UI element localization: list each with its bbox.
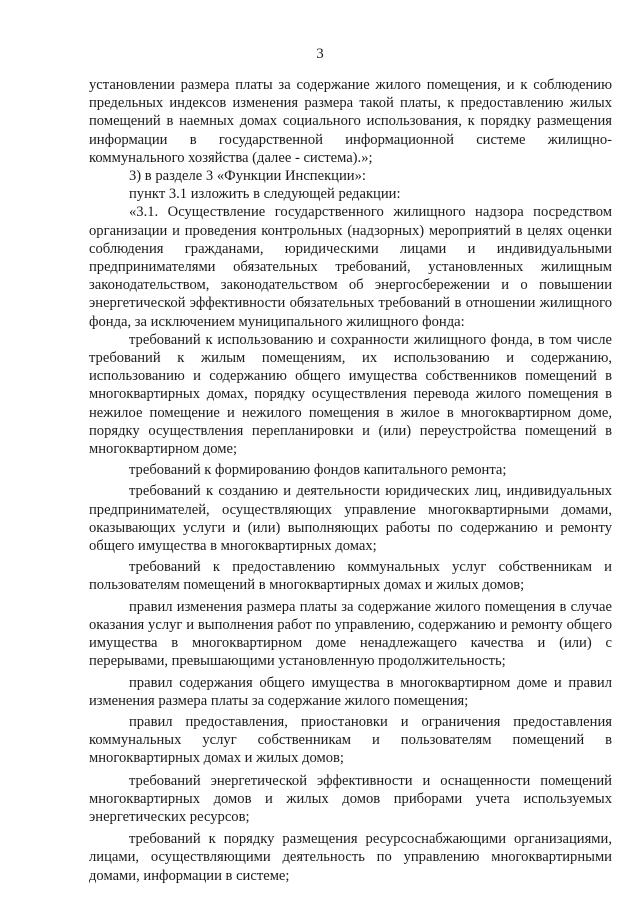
paragraph-utility-services: требований к предоставлению коммунальных услуг собственникам и пользователям помещений в многоквартирных домах и жилых домов;	[89, 559, 612, 594]
paragraph-capital-repair-funds: требований к формированию фондов капитального ремонта;	[129, 462, 507, 479]
paragraph-section-3-heading: 3) в разделе 3 «Функции Инспекции»:	[129, 168, 366, 185]
paragraph-point-3-1-text: «3.1. Осуществление государственного жилищного надзора посредством организации и проведения контрольных (надзорных) мероприятий в целях оценки соблюдения гражданами, юридическими лицами и индивидуальными предпринимателями обязательных требований, установленных жилищным законодательством, законодательством об энергосбережении и о повышении энергетической эффективности обязательных требований в отношении жилищного фонда, за исключением муниципального жилищного фонда:	[89, 204, 612, 330]
paragraph-utility-provision-rules: правил предоставления, приостановки и ограничения предоставления коммунальных услуг собственникам и пользователям помещений в многоквартирных домах и жилых домов;	[89, 713, 612, 767]
paragraph-payment-change-rules: правил изменения размера платы за содержание жилого помещения в случае оказания услуг и выполнения работ по управлению, содержанию и ремонту общего имущества в многоквартирном доме ненадлежащего качества и (или) с перерывами, превышающими установленную продолжительность;	[89, 598, 612, 670]
paragraph-point-3-1-intro: пункт 3.1 изложить в следующей редакции:	[129, 186, 401, 203]
paragraph-energy-efficiency: требований энергетической эффективности и оснащенности помещений многоквартирных домов и жилых домов приборами учета используемых энергетических ресурсов;	[89, 772, 612, 825]
document-body	[89, 76, 612, 885]
paragraph-information-placement: требований к порядку размещения ресурсоснабжающими организациями, лицами, осуществляющими деятельность по управлению многоквартирными домами, информации в системе;	[89, 831, 612, 884]
paragraph-common-property-rules: правил содержания общего имущества в многоквартирном доме и правил изменения размера платы за содержание жилого помещения;	[89, 674, 612, 709]
page-number: 3	[316, 46, 324, 62]
paragraph-housing-fund-requirements: требований к использованию и сохранности жилищного фонда, в том числе требований к жилым помещениям, их использованию и содержанию, использованию и содержанию общего имущества собственников помещений в многоквартирных домах, порядку осуществления перевода жилого помещения в нежилое помещение и нежилого помещения в жилое в многоквартирном доме, порядку осуществления перепланировки и (или) переустройства помещений в многоквартирном доме;	[89, 331, 612, 458]
paragraph-management-entities: требований к созданию и деятельности юридических лиц, индивидуальных предпринимателей, осуществляющих управление многоквартирными домами, оказывающих услуги и (или) выполняющих работы по содержанию и ремонту общего имущества в многоквартирных домах;	[89, 483, 612, 555]
paragraph-continuation: установлении размера платы за содержание жилого помещения, и к соблюдению предельных индексов изменения размера такой платы, к предоставлению жилых помещений в наемных домах социального использования, к порядку размещения информации в государственной информационной системе жилищно-коммунального хозяйства (далее - система).»;	[89, 77, 612, 166]
